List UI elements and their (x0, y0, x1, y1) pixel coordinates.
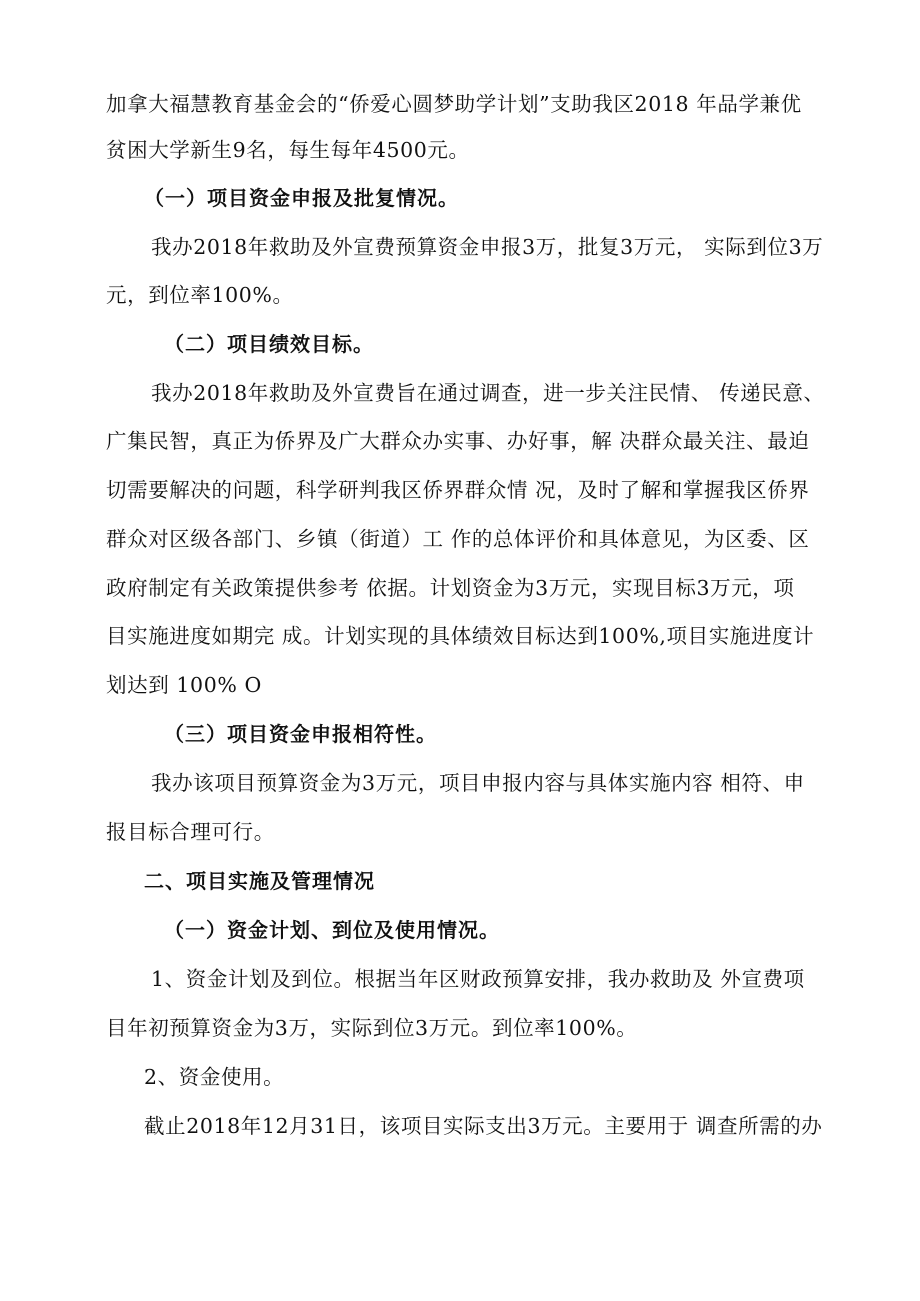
paragraph-line: 我办该项目预算资金为3万元，项目申报内容与具体实施内容 相符、申 (151, 771, 805, 795)
section-heading-fund-plan: （一）资金计划、到位及使用情况。 (164, 918, 500, 942)
part-heading-implementation: 二、项目实施及管理情况 (144, 869, 375, 893)
list-item-fund-usage: 2、资金使用。 (144, 1065, 285, 1089)
paragraph-line: 我办2018年救助及外宣费旨在通过调查，进一步关注民情、 传递民意、 (151, 381, 825, 405)
section-heading-funding-approval: （一）项目资金申报及批复情况。 (144, 186, 459, 210)
paragraph-line: 政府制定有关政策提供参考 依据。计划资金为3万元，实现目标3万元，项 (106, 576, 795, 600)
paragraph-line: 目年初预算资金为3万，实际到位3万元。到位率100%。 (106, 1016, 638, 1040)
paragraph-line: 报目标合理可行。 (106, 820, 275, 844)
paragraph-line: 群众对区级各部门、乡镇（街道）工 作的总体评价和具体意见，为区委、区 (106, 527, 810, 551)
intro-line-1: 加拿大福慧教育基金会的“侨爱心圆梦助学计划”支助我区2018 年品学兼优 (106, 92, 802, 116)
section-heading-funding-conformity: （三）项目资金申报相符性。 (164, 722, 437, 746)
paragraph-line: 我办2018年救助及外宣费预算资金申报3万，批复3万元， 实际到位3万 (151, 235, 824, 259)
paragraph-line: 元，到位率100%。 (106, 283, 294, 307)
paragraph-line: 广集民智，真正为侨界及广大群众办实事、办好事，解 决群众最关注、最迫 (106, 429, 810, 453)
section-heading-performance-goals: （二）项目绩效目标。 (164, 332, 374, 356)
paragraph-line: 截止2018年12月31日，该项目实际支出3万元。主要用于 调查所需的办 (144, 1114, 823, 1138)
paragraph-line: 目实施进度如期完 成。计划实现的具体绩效目标达到100%,项目实施进度计 (106, 624, 815, 648)
paragraph-line: 切需要解决的问题，科学研判我区侨界群众情 况，及时了解和掌握我区侨界 (106, 478, 810, 502)
paragraph-line: 划达到 100% O (106, 673, 262, 697)
intro-line-2: 贫困大学新生9名，每生每年4500元。 (106, 138, 470, 162)
paragraph-line: 1、资金计划及到位。根据当年区财政预算安排，我办救助及 外宣费项 (151, 967, 805, 991)
